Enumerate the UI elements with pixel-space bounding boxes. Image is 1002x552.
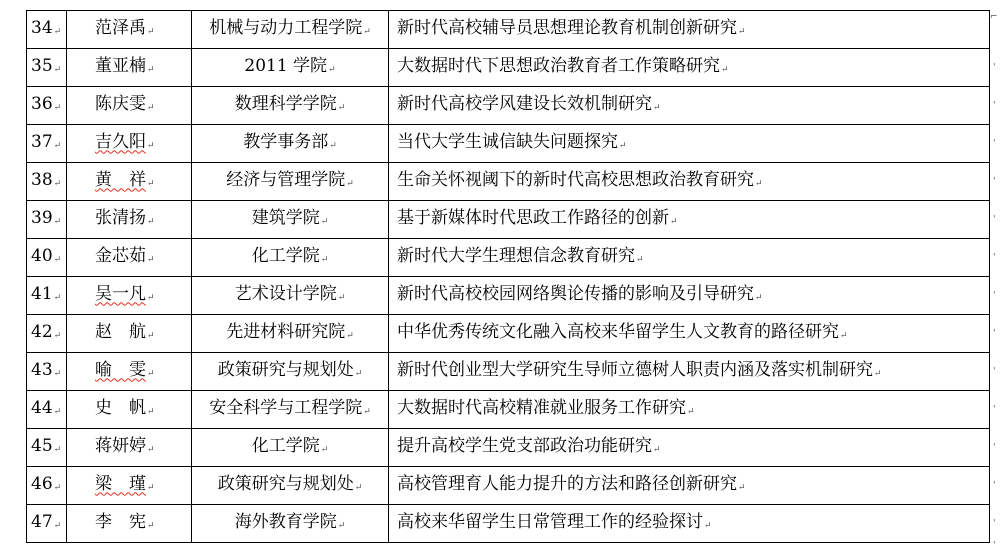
- paragraph-mark-icon: ↵: [346, 330, 354, 341]
- row-number: 44: [31, 397, 53, 418]
- paragraph-mark-icon: ↵: [363, 26, 371, 37]
- row-number: 36: [31, 93, 53, 114]
- project-title: 中华优秀传统文化融入高校来华留学生人文教育的路径研究: [397, 321, 839, 342]
- person-name: 吉久阳: [95, 131, 146, 152]
- paragraph-mark-icon: ↵: [53, 102, 62, 113]
- paragraph-mark-icon: ↵: [320, 216, 329, 227]
- project-title: 新时代创业型大学研究生导师立德树人职责内涵及落实机制研究: [397, 359, 873, 380]
- paragraph-mark-icon: ↵: [337, 520, 346, 531]
- paragraph-mark-icon: ↵: [619, 140, 627, 151]
- name-cell: [67, 277, 192, 315]
- paragraph-mark-icon: ↵: [320, 254, 329, 265]
- unit-name: 化工学院: [251, 435, 320, 456]
- paragraph-mark-icon: ↵: [53, 254, 62, 265]
- paragraph-mark-icon: ↵: [147, 254, 155, 265]
- person-name: 范泽禹: [95, 17, 146, 38]
- paragraph-mark-icon: ↵: [147, 178, 155, 189]
- paragraph-mark-icon: ↵: [53, 482, 62, 493]
- table-row: [27, 353, 990, 391]
- name-cell: [67, 429, 192, 467]
- name-cell: [67, 391, 192, 429]
- unit-cell: [192, 239, 389, 277]
- paragraph-mark-icon: ↵: [670, 216, 678, 227]
- paragraph-mark-icon: ↵: [53, 444, 62, 455]
- paragraph-mark-icon: ↵: [53, 406, 62, 417]
- paragraph-mark-icon: ↵: [354, 368, 363, 379]
- title-cell: [389, 49, 990, 87]
- person-name: 喻 雯: [95, 359, 146, 380]
- paragraph-mark-icon: ↵: [147, 368, 155, 379]
- row-number: 34: [31, 17, 53, 38]
- name-cell: [67, 125, 192, 163]
- name-cell: [67, 467, 192, 505]
- unit-name: 先进材料研究院: [226, 321, 346, 342]
- project-title: 新时代高校学风建设长效机制研究: [397, 93, 652, 114]
- paragraph-mark-icon: ↵: [147, 140, 155, 151]
- table-row: [27, 429, 990, 467]
- person-name: 陈庆雯: [95, 93, 146, 114]
- person-name: 梁 瑾: [95, 473, 146, 494]
- paragraph-mark-icon: ↵: [653, 102, 661, 113]
- title-cell: [389, 277, 990, 315]
- paragraph-mark-icon: ↵: [53, 216, 62, 227]
- paragraph-mark-icon: ↵: [147, 444, 155, 455]
- person-name: 张清扬: [95, 207, 146, 228]
- project-title: 大数据时代下思想政治教育者工作策略研究: [397, 55, 720, 76]
- row-number-cell: [27, 11, 67, 49]
- paragraph-mark-icon: ↵: [363, 406, 371, 417]
- unit-name: 政策研究与规划处: [217, 473, 354, 494]
- name-cell: [67, 315, 192, 353]
- project-title: 新时代大学生理想信念教育研究: [397, 245, 635, 266]
- row-number-cell: [27, 315, 67, 353]
- table-row: [27, 391, 990, 429]
- row-number-cell: [27, 125, 67, 163]
- unit-cell: [192, 277, 389, 315]
- paragraph-mark-icon: ↵: [53, 520, 62, 531]
- row-end-mark-icon: ': [993, 367, 996, 377]
- name-cell: [67, 505, 192, 543]
- person-name: 蒋妍婷: [95, 435, 146, 456]
- paragraph-mark-icon: ↵: [874, 368, 882, 379]
- paragraph-mark-icon: ↵: [147, 292, 155, 303]
- project-title: 当代大学生诚信缺失问题探究: [397, 131, 618, 152]
- row-number: 39: [31, 207, 53, 228]
- person-name: 史 帆: [95, 397, 146, 418]
- paragraph-mark-icon: ↵: [53, 368, 62, 379]
- project-list-table: [26, 10, 990, 543]
- table-row: [27, 11, 990, 49]
- paragraph-mark-icon: ↵: [53, 292, 62, 303]
- paragraph-mark-icon: ↵: [328, 64, 336, 75]
- row-number: 41: [31, 283, 53, 304]
- paragraph-mark-icon: ↵: [147, 482, 155, 493]
- unit-name: 经济与管理学院: [226, 169, 346, 190]
- name-cell: [67, 163, 192, 201]
- unit-name: 机械与动力工程学院: [209, 17, 363, 38]
- row-number-cell: [27, 505, 67, 543]
- project-title: 提升高校学生党支部政治功能研究: [397, 435, 652, 456]
- table-row: [27, 125, 990, 163]
- row-end-mark-icon: ': [993, 253, 996, 263]
- row-end-mark-icon: ': [993, 443, 996, 453]
- project-title: 新时代高校校园网络舆论传播的影响及引导研究: [397, 283, 754, 304]
- paragraph-mark-icon: ↵: [147, 216, 155, 227]
- project-title: 生命关怀视阈下的新时代高校思想政治教育研究: [397, 169, 754, 190]
- paragraph-mark-icon: ↵: [147, 330, 155, 341]
- paragraph-mark-icon: ↵: [320, 444, 329, 455]
- table-row: [27, 277, 990, 315]
- title-cell: [389, 163, 990, 201]
- unit-cell: [192, 429, 389, 467]
- row-end-mark-icon: ⌐: [990, 12, 998, 22]
- row-number-cell: [27, 391, 67, 429]
- name-cell: [67, 49, 192, 87]
- title-cell: [389, 87, 990, 125]
- paragraph-mark-icon: ↵: [337, 102, 346, 113]
- paragraph-mark-icon: ↵: [636, 254, 644, 265]
- row-number-cell: [27, 429, 67, 467]
- paragraph-mark-icon: ↵: [840, 330, 848, 341]
- title-cell: [389, 125, 990, 163]
- row-end-mark-icon: ': [993, 291, 996, 301]
- unit-name: 建筑学院: [251, 207, 320, 228]
- row-number: 43: [31, 359, 53, 380]
- unit-cell: [192, 201, 389, 239]
- row-number: 38: [31, 169, 53, 190]
- unit-name: 政策研究与规划处: [217, 359, 354, 380]
- paragraph-mark-icon: ↵: [147, 102, 155, 113]
- paragraph-mark-icon: ↵: [755, 292, 763, 303]
- project-title: 高校来华留学生日常管理工作的经验探讨: [397, 511, 703, 532]
- unit-cell: [192, 125, 389, 163]
- row-number: 35: [31, 55, 53, 76]
- table-row: [27, 201, 990, 239]
- name-cell: [67, 11, 192, 49]
- project-title: 大数据时代高校精准就业服务工作研究: [397, 397, 686, 418]
- paragraph-mark-icon: ↵: [53, 178, 62, 189]
- unit-name: 安全科学与工程学院: [209, 397, 363, 418]
- name-cell: [67, 87, 192, 125]
- title-cell: [389, 353, 990, 391]
- unit-name: 艺术设计学院: [234, 283, 337, 304]
- row-number-cell: [27, 163, 67, 201]
- paragraph-mark-icon: ↵: [738, 482, 746, 493]
- paragraph-mark-icon: ↵: [337, 292, 346, 303]
- paragraph-mark-icon: ↵: [354, 482, 363, 493]
- row-number-cell: [27, 201, 67, 239]
- table-row: [27, 239, 990, 277]
- title-cell: [389, 505, 990, 543]
- row-end-mark-icon: ': [993, 519, 996, 529]
- paragraph-mark-icon: ↵: [147, 520, 155, 531]
- title-cell: [389, 201, 990, 239]
- person-name: 金芯茹: [95, 245, 146, 266]
- table-row: [27, 49, 990, 87]
- paragraph-mark-icon: ↵: [704, 520, 712, 531]
- row-end-mark-icon: ': [993, 177, 996, 187]
- paragraph-mark-icon: ↵: [721, 64, 729, 75]
- title-cell: [389, 315, 990, 353]
- table-row: [27, 163, 990, 201]
- unit-cell: [192, 467, 389, 505]
- title-cell: [389, 11, 990, 49]
- paragraph-mark-icon: ↵: [346, 178, 354, 189]
- row-number-cell: [27, 87, 67, 125]
- name-cell: [67, 239, 192, 277]
- row-end-mark-icon: ': [993, 101, 996, 111]
- name-cell: [67, 201, 192, 239]
- row-end-mark-icon: ': [993, 215, 996, 225]
- person-name: 吴一凡: [95, 283, 146, 304]
- row-number-cell: [27, 353, 67, 391]
- project-title: 基于新媒体时代思政工作路径的创新: [397, 207, 669, 228]
- row-number: 45: [31, 435, 53, 456]
- row-end-mark-icon: ': [993, 481, 996, 491]
- row-end-mark-icon: ': [993, 329, 996, 339]
- paragraph-mark-icon: ↵: [687, 406, 695, 417]
- unit-cell: [192, 87, 389, 125]
- paragraph-mark-icon: ↵: [738, 26, 746, 37]
- title-cell: [389, 429, 990, 467]
- paragraph-mark-icon: ↵: [147, 26, 155, 37]
- paragraph-mark-icon: ↵: [329, 140, 337, 151]
- unit-cell: [192, 391, 389, 429]
- row-end-mark-icon: ': [993, 63, 996, 73]
- row-number: 47: [31, 511, 53, 532]
- row-number: 37: [31, 131, 53, 152]
- unit-cell: [192, 11, 389, 49]
- unit-name: 数理科学学院: [234, 93, 337, 114]
- table-row: [27, 505, 990, 543]
- project-title: 高校管理育人能力提升的方法和路径创新研究: [397, 473, 737, 494]
- name-cell: [67, 353, 192, 391]
- unit-name: 2011 学院: [244, 55, 328, 76]
- paragraph-mark-icon: ↵: [147, 64, 155, 75]
- row-end-mark-icon: ': [993, 139, 996, 149]
- title-cell: [389, 467, 990, 505]
- row-number-cell: [27, 49, 67, 87]
- person-name: 董亚楠: [95, 55, 146, 76]
- unit-name: 教学事务部: [243, 131, 329, 152]
- paragraph-mark-icon: ↵: [53, 64, 62, 75]
- paragraph-mark-icon: ↵: [53, 26, 62, 37]
- row-number-cell: [27, 239, 67, 277]
- row-number-cell: [27, 467, 67, 505]
- row-number-cell: [27, 277, 67, 315]
- unit-cell: [192, 505, 389, 543]
- unit-cell: [192, 49, 389, 87]
- row-end-mark-icon: ': [993, 405, 996, 415]
- paragraph-mark-icon: ↵: [653, 444, 661, 455]
- paragraph-mark-icon: ↵: [147, 406, 155, 417]
- unit-cell: [192, 315, 389, 353]
- row-number: 46: [31, 473, 53, 494]
- unit-cell: [192, 353, 389, 391]
- unit-cell: [192, 163, 389, 201]
- row-number: 40: [31, 245, 53, 266]
- table-row: [27, 467, 990, 505]
- person-name: 黄 祥: [95, 169, 146, 190]
- unit-name: 海外教育学院: [234, 511, 337, 532]
- title-cell: [389, 239, 990, 277]
- unit-name: 化工学院: [251, 245, 320, 266]
- project-title: 新时代高校辅导员思想理论教育机制创新研究: [397, 17, 737, 38]
- table-row: [27, 87, 990, 125]
- row-number: 42: [31, 321, 53, 342]
- paragraph-mark-icon: ↵: [53, 140, 62, 151]
- person-name: 赵 航: [95, 321, 146, 342]
- table-body: [27, 11, 990, 543]
- title-cell: [389, 391, 990, 429]
- paragraph-mark-icon: ↵: [755, 178, 763, 189]
- person-name: 李 宪: [95, 511, 146, 532]
- row-end-mark-icon: ': [993, 541, 996, 551]
- paragraph-mark-icon: ↵: [53, 330, 62, 341]
- table-row: [27, 315, 990, 353]
